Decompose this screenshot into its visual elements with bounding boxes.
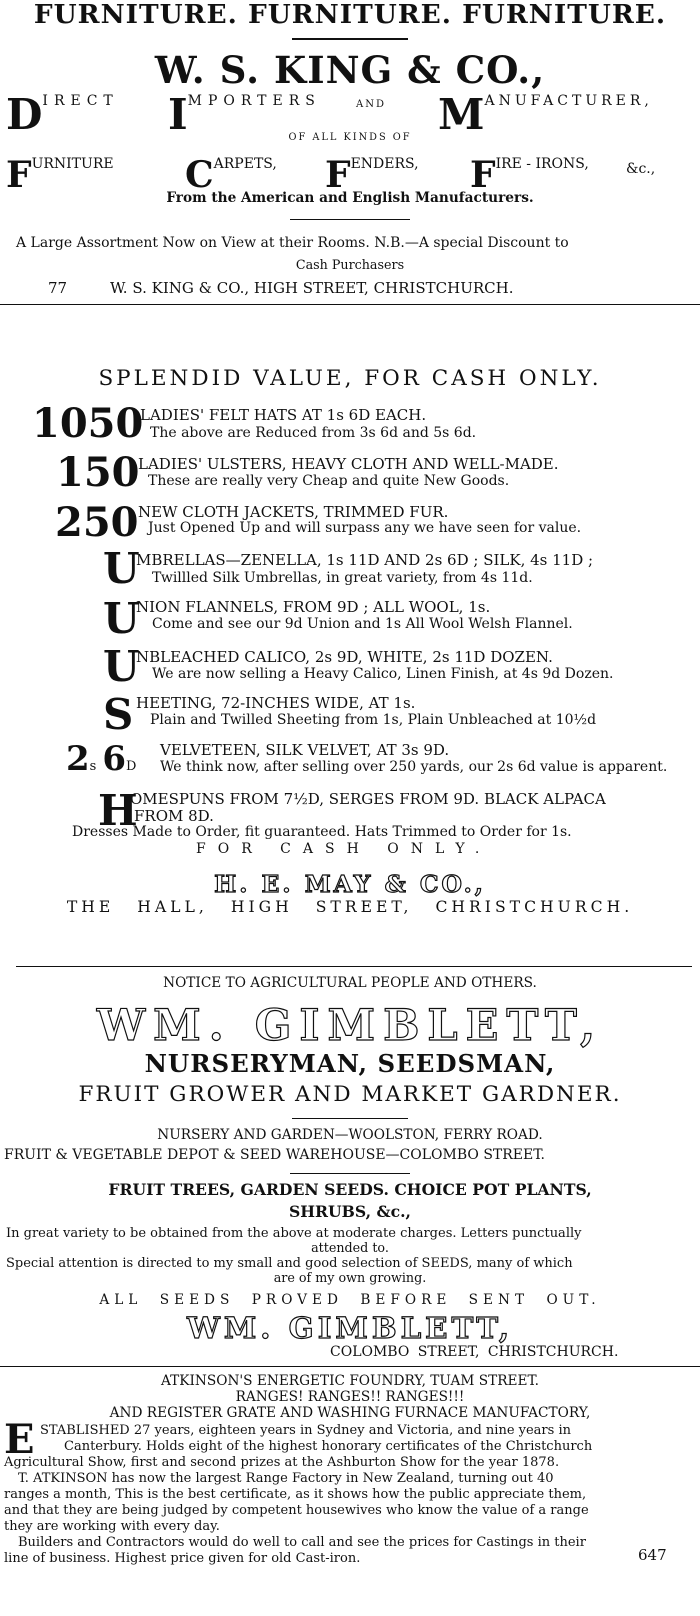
- atkinson-title: ATKINSON'S ENERGETIC FOUNDRY, TUAM STREET.: [161, 1373, 539, 1389]
- all-kinds-line: OF ALL KINDS OF: [288, 132, 412, 143]
- depot-line: FRUIT & VEGETABLE DEPOT & SEED WAREHOUSE—COLOMBO STREET.: [4, 1147, 545, 1163]
- divider: [290, 1173, 410, 1174]
- gimblett-address: COLOMBO STREET, CHRISTCHURCH.: [330, 1344, 619, 1360]
- atkinson-body-5: Builders and Contractors would do well to call and see the prices for Castings in their: [18, 1535, 586, 1550]
- established-line-1: STABLISHED 27 years, eighteen years in Sydney and Victoria, and nine years in: [40, 1423, 571, 1438]
- special-line: Special attention is directed to my small and good selection of SEEDS, many of which: [6, 1256, 573, 1271]
- established-line-2: Canterbury. Holds eight of the highest honorary certificates of the Christchurch: [64, 1439, 593, 1454]
- sheeting-initial: S: [103, 690, 134, 739]
- velvet-title: VELVETEEN, SILK VELVET, AT 3s 9D.: [160, 741, 450, 759]
- item-subtitle: Just Opened Up and will surpass any we have seen for value.: [148, 520, 582, 536]
- column-rule: [16, 966, 692, 967]
- importers-word: IMPORTERS: [168, 90, 321, 139]
- notice-line: NOTICE TO AGRICULTURAL PEOPLE AND OTHERS.: [163, 975, 537, 991]
- union-subtitle: Come and see our 9d Union and 1s All Wool Welsh Flannel.: [152, 616, 573, 632]
- divider: [292, 1118, 408, 1119]
- manufacturer-word: MANUFACTURER,: [438, 90, 653, 139]
- king-address: W. S. KING & CO., HIGH STREET, CHRISTCHURCH.: [110, 279, 514, 297]
- gimblett-signature: WM. GIMBLETT,: [186, 1310, 514, 1345]
- atkinson-body-6: line of business. Highest price given for old Cast-iron.: [4, 1551, 361, 1566]
- item-subtitle: These are really very Cheap and quite New Goods.: [148, 473, 510, 489]
- item-number: 150: [56, 449, 140, 496]
- item-subtitle: The above are Reduced from 3s 6d and 5s 6d.: [150, 425, 477, 441]
- established-line-3: Agricultural Show, first and second prizes at the Ashburton Show for the year 1878.: [4, 1455, 560, 1470]
- atkinson-body-3: and that they are being judged by competent housewives who know the value of a range: [4, 1503, 589, 1518]
- dresses-line: Dresses Made to Order, fit guaranteed. Hats Trimmed to Order for 1s.: [72, 824, 572, 840]
- umbrellas-title: MBRELLAS—ZENELLA, 1s 11D AND 2s 6D ; SILK, 4s 11D ;: [136, 551, 594, 569]
- item-number: 1050: [32, 400, 144, 447]
- ranges-line: RANGES! RANGES!! RANGES!!!: [235, 1389, 465, 1405]
- seeds-proved-line: ALL SEEDS PROVED BEFORE SENT OUT.: [99, 1292, 601, 1308]
- atkinson-body-1: T. ATKINSON has now the largest Range Factory in New Zealand, turning out 40: [18, 1471, 554, 1486]
- established-initial: E: [4, 1416, 35, 1463]
- calico-title: NBLEACHED CALICO, 2s 9D, WHITE, 2s 11D DOZEN.: [136, 648, 553, 666]
- homespun-from: FROM 8D.: [134, 807, 214, 825]
- and-word: AND: [356, 99, 386, 110]
- item-title: LADIES' FELT HATS AT 1s 6D EACH.: [140, 406, 427, 424]
- splendid-value-headline: SPLENDID VALUE, FOR CASH ONLY.: [98, 366, 602, 391]
- velvet-price: 2s 6D: [66, 739, 137, 779]
- register-line: AND REGISTER GRATE AND WASHING FURNACE MANUFACTORY,: [109, 1405, 591, 1421]
- calico-subtitle: We are now selling a Heavy Calico, Linen Finish, at 4s 9d Dozen.: [152, 666, 614, 682]
- velvet-subtitle: We think now, after selling over 250 yards, our 2s 6d value is apparent.: [160, 759, 668, 775]
- sheeting-title: HEETING, 72-INCHES WIDE, AT 1s.: [136, 694, 416, 712]
- item-title: LADIES' ULSTERS, HEAVY CLOTH AND WELL-MADE.: [138, 455, 559, 473]
- gimblett-role: NURSERYMAN, SEEDSMAN,: [144, 1049, 556, 1078]
- attended-line: attended to.: [311, 1240, 389, 1255]
- divider: [292, 38, 408, 40]
- calico-initial: U: [103, 642, 140, 691]
- union-initial: U: [103, 594, 140, 643]
- atkinson-body-2: ranges a month, This is the best certificate, as it shows how the public appreciate them,: [4, 1487, 587, 1502]
- from-manufacturers: From the American and English Manufacturers.: [166, 190, 534, 206]
- nursery-line: NURSERY AND GARDEN—WOOLSTON, FERRY ROAD.: [157, 1127, 543, 1143]
- atkinson-ref-number: 647: [638, 1546, 667, 1564]
- fire-irons-word: FIRE - IRONS,: [470, 154, 589, 196]
- atkinson-body-4: they are working with every day.: [4, 1519, 220, 1534]
- own-growing-line: are of my own growing.: [273, 1270, 427, 1285]
- cash-purchasers-line: Cash Purchasers: [295, 257, 405, 272]
- king-company-name: W. S. KING & CO.,: [154, 48, 546, 92]
- furniture-banner: FURNITURE. FURNITURE. FURNITURE.: [33, 0, 667, 30]
- etc-word: &c.,: [626, 161, 656, 177]
- gimblett-grower: FRUIT GROWER AND MARKET GARDNER.: [78, 1082, 622, 1107]
- direct-word: DIRECT: [6, 90, 119, 139]
- column-rule: [0, 304, 700, 305]
- item-number: 250: [55, 499, 139, 546]
- umbrellas-subtitle: Twillled Silk Umbrellas, in great variety, from 4s 11d.: [152, 570, 533, 586]
- column-rule: [0, 1366, 700, 1367]
- shrubs-line: SHRUBS, &c.,: [289, 1202, 411, 1221]
- variety-line: In great variety to be obtained from the above at moderate charges. Letters punctually: [6, 1226, 582, 1241]
- trees-line: FRUIT TREES, GARDEN SEEDS. CHOICE POT PLANTS,: [108, 1180, 592, 1199]
- for-cash-only: FOR CASH ONLY.: [196, 841, 492, 857]
- furniture-word: FURNITURE: [6, 154, 114, 196]
- homespun-initial: H: [98, 786, 138, 835]
- homespun-title: OMESPUNS FROM 7½D, SERGES FROM 9D. BLACK ALPACA: [130, 790, 606, 808]
- gimblett-name: WM. GIMBLETT,: [96, 1001, 604, 1051]
- assortment-line: A Large Assortment Now on View at their Rooms. N.B.—A special Discount to: [16, 235, 569, 251]
- umbrellas-initial: U: [103, 544, 140, 593]
- item-title: NEW CLOTH JACKETS, TRIMMED FUR.: [138, 503, 449, 521]
- union-title: NION FLANNELS, FROM 9D ; ALL WOOL, 1s.: [136, 598, 491, 616]
- fenders-word: FENDERS,: [325, 154, 419, 196]
- divider: [290, 219, 410, 220]
- may-company-name: H. E. MAY & CO.,: [214, 870, 486, 898]
- may-address: THE HALL, HIGH STREET, CHRISTCHURCH.: [66, 897, 634, 916]
- carpets-word: CARPETS,: [185, 154, 277, 196]
- king-ref-number: 77: [48, 279, 68, 297]
- sheeting-subtitle: Plain and Twilled Sheeting from 1s, Plain Unbleached at 10½d: [150, 712, 597, 728]
